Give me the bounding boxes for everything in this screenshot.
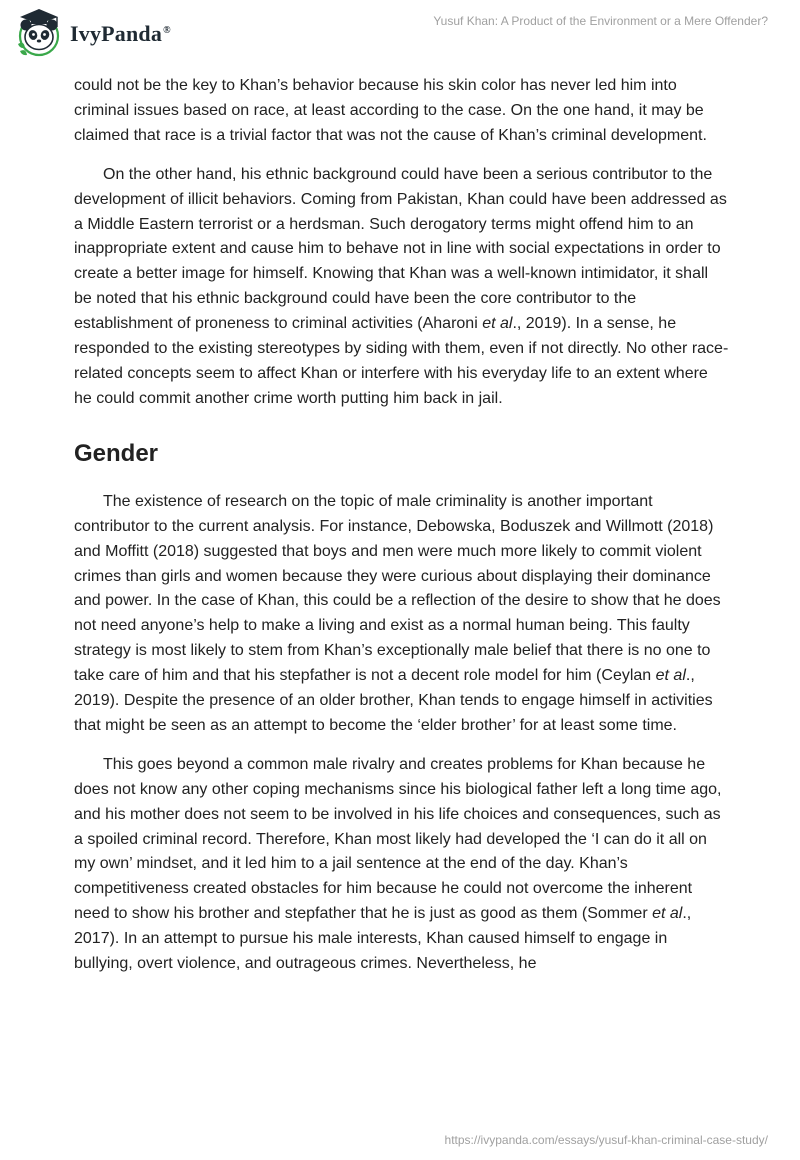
ivypanda-logo[interactable] bbox=[14, 8, 171, 58]
document-title: Yusuf Khan: A Product of the Environment or a Mere Offender? bbox=[433, 14, 768, 28]
panda-graduate-logo-icon bbox=[14, 8, 64, 58]
citation-em: et al bbox=[482, 315, 513, 333]
paragraph-3: The existence of research on the topic of male criminality is another important contributor to the current analysis. For instance, Debowska, Boduszek and Willmott (2018) and Moffitt (2018) suggested that boys and men were much more likely to commit violent crimes than girls and women because they were curious about displaying their dominance and power. In the case of Khan, this could be a reflection of the desire to show that he does not need anyone’s help to make a living and exist as a normal human being. This faulty strategy is most likely to stem from Khan’s exceptionally male belief that there is no one to take care of him and that his stepfather is not a decent role model for him (Ceylan et al., 2019). Despite the presence of an older brother, Khan tends to engage himself in activities that might be seen as an attempt to become the ‘elder brother’ for at least some time. bbox=[74, 492, 721, 734]
section-heading-gender: Gender bbox=[74, 439, 159, 467]
paragraph-2: On the other hand, his ethnic background could have been a serious contributor to the development of illicit behaviors. Coming from Pakistan, Khan could have been addressed as a Middle Eastern terrorist or a herdsman. Such derogatory terms might offend him to an inappropriate extent and cause him to behave not in line with social expectations in order to create a better image for himself. Knowing that Khan was a well-known intimidator, it shall be noted that his ethnic background could have been the core contributor to the establishment of proneness to criminal activities (Aharoni et al., 2019). In a sense, he responded to the existing stereotypes by siding with them, even if not directly. No other race-related concepts seem to affect Khan or interfere with his everyday life to an extent where he could commit another crime worth putting him back in jail. bbox=[74, 165, 729, 407]
essay-content bbox=[74, 74, 730, 977]
citation-em: et al bbox=[655, 667, 686, 685]
paragraph-4: This goes beyond a common male rivalry and creates problems for Khan because he does not know any other coping mechanisms since his biological father left a long time ago, and his mother does not seem to be involved in his life choices and consequences, such as a spoiled criminal record. Therefore, Khan most likely had developed the ‘I can do it all on my own’ mindset, and it led him to a jail sentence at the end of the day. Khan’s competitiveness created obstacles for him because he could not overcome the inherent need to show his brother and stepfather that he is just as good as them (Sommer et al., 2017). In an attempt to pursue his male interests, Khan caused himself to engage in bullying, overt violence, and outrageous crimes. Nevertheless, he bbox=[74, 755, 722, 973]
source-url[interactable]: https://ivypanda.com/essays/yusuf-khan-criminal-case-study/ bbox=[444, 1133, 768, 1147]
registered-mark: ® bbox=[163, 24, 171, 36]
citation-em: et al bbox=[652, 905, 683, 923]
brand-name: IvyPanda® bbox=[70, 21, 171, 46]
page-header bbox=[0, 0, 800, 70]
paragraph-1: could not be the key to Khan’s behavior because his skin color has never led him into criminal issues based on race, at least according to the case. On the one hand, it may be claimed that race is a trivial factor that was not the cause of Khan’s criminal development. bbox=[74, 77, 707, 144]
